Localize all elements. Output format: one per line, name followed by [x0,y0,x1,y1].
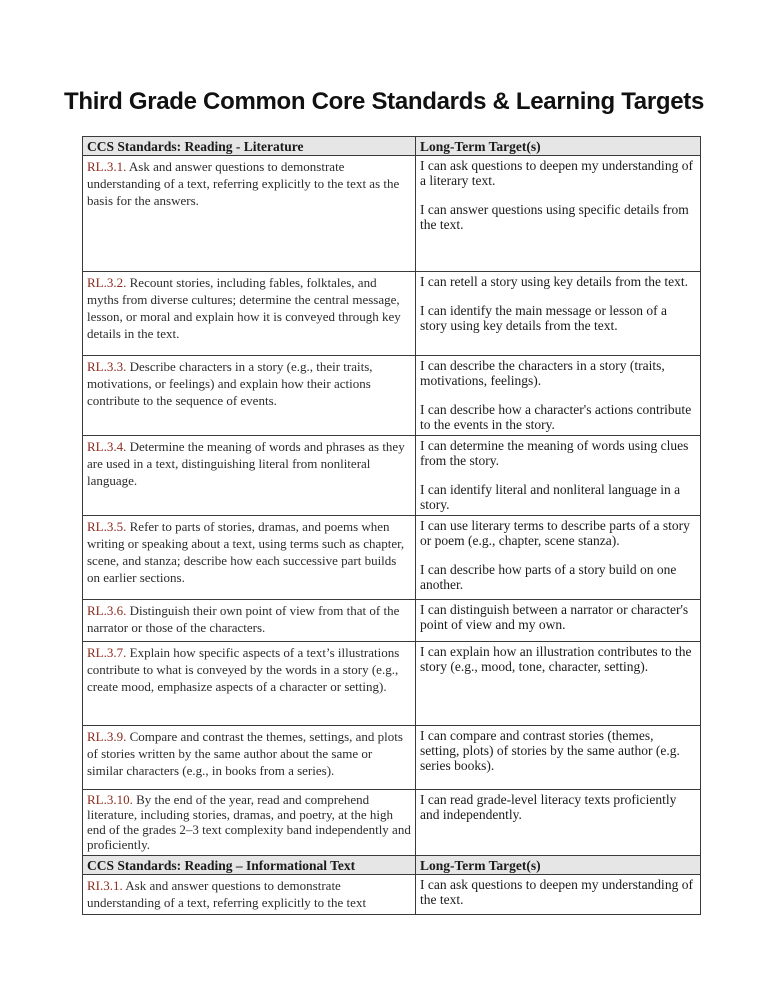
target-text: I can answer questions using specific details from the text. [420,202,689,232]
header-standards: CCS Standards: Reading - Literature [83,137,416,156]
target-text: I can determine the meaning of words using clues from the story. [420,438,689,468]
target-cell [416,156,701,272]
page-title: Third Grade Common Core Standards & Learning Targets [63,88,705,115]
standard-cell [83,356,416,436]
table-row [83,356,701,436]
table-row [83,516,701,600]
standard-cell [83,875,416,915]
table-header-row [83,856,701,875]
target-cell [416,726,701,790]
target-text: I can ask questions to deepen my understanding of a literary text. [420,158,693,188]
standards-table [82,136,701,915]
standard-code: RL.3.7. [87,645,127,660]
header-standards: CCS Standards: Reading – Informational Text [83,856,416,875]
standard-text: Ask and answer questions to demonstrate understanding of a text, referring explicitly to the text as the basis for the answers. [87,159,400,208]
target-cell [416,272,701,356]
target-cell [416,356,701,436]
standard-text: By the end of the year, read and comprehend literature, including stories, dramas, and poetry, at the high end of the grades 2–3 text complexity band independently and proficiently. [87,792,411,852]
table-row [83,436,701,516]
standard-text: Distinguish their own point of view from that of the narrator or those of the characters. [87,603,400,635]
standard-code: RL.3.4. [87,439,127,454]
table-row [83,726,701,790]
standard-text: Describe characters in a story (e.g., their traits, motivations, or feelings) and explain how their actions contribute to the sequence of events. [87,359,373,408]
header-targets: Long-Term Target(s) [416,856,701,875]
standard-code: RL.3.10. [87,792,133,807]
target-text: I can ask questions to deepen my understanding of the text. [420,877,693,907]
target-cell [416,642,701,726]
table-row [83,600,701,642]
target-text: I can identify literal and nonliteral language in a story. [420,482,681,512]
standard-cell [83,156,416,272]
standard-text: Ask and answer questions to demonstrate understanding of a text, referring explicitly to the text [87,878,367,910]
standard-code: RL.3.9. [87,729,127,744]
standard-text: Compare and contrast the themes, settings, and plots of stories written by the same author about the same or similar characters (e.g., in books from a series). [87,729,403,778]
standard-cell [83,272,416,356]
standard-code: RL.3.3. [87,359,127,374]
standard-code: RL.3.1. [87,159,127,174]
header-targets: Long-Term Target(s) [416,137,701,156]
standard-cell [83,600,416,642]
table-row [83,642,701,726]
standard-text: Explain how specific aspects of a text’s illustrations contribute to what is conveyed by the words in a story (e.g., create mood, emphasize aspects of a character or setting). [87,645,400,694]
target-cell [416,436,701,516]
target-text: I can explain how an illustration contributes to the story (e.g., mood, tone, character, setting). [420,644,692,674]
standard-code: RL.3.2. [87,275,127,290]
standard-code: RI.3.1. [87,878,123,893]
target-text: I can read grade-level literacy texts proficiently and independently. [420,792,677,822]
standard-cell [83,436,416,516]
standard-cell [83,516,416,600]
standard-text: Recount stories, including fables, folktales, and myths from diverse cultures; determine the central message, lesson, or moral and explain how it is conveyed through key details in the text. [87,275,401,341]
table-header-row [83,137,701,156]
standard-cell [83,790,416,856]
target-cell [416,790,701,856]
table-row [83,156,701,272]
standard-cell [83,726,416,790]
target-text: I can identify the main message or lesson of a story using key details from the text. [420,303,668,333]
table-row [83,875,701,915]
target-cell [416,875,701,915]
target-text: I can describe how a character's actions contribute to the events in the story. [420,402,692,432]
target-text: I can describe how parts of a story build on one another. [420,562,677,592]
target-cell [416,600,701,642]
target-cell [416,516,701,600]
target-text: I can describe the characters in a story (traits, motivations, feelings). [420,358,665,388]
target-text: I can retell a story using key details from the text. [420,274,689,289]
standard-cell [83,642,416,726]
table-row [83,272,701,356]
target-text: I can compare and contrast stories (themes, setting, plots) of stories by the same author (e.g. series books). [420,728,680,773]
standard-code: RL.3.5. [87,519,127,534]
standard-text: Determine the meaning of words and phrases as they are used in a text, distinguishing literal from nonliteral language. [87,439,405,488]
table-row [83,790,701,856]
standard-text: Refer to parts of stories, dramas, and poems when writing or speaking about a text, using terms such as chapter, scene, and stanza; describe how each successive part builds on earlier sections. [87,519,405,585]
target-text: I can distinguish between a narrator or character's point of view and my own. [420,602,689,632]
target-text: I can use literary terms to describe parts of a story or poem (e.g., chapter, scene stanza). [420,518,690,548]
standard-code: RL.3.6. [87,603,127,618]
